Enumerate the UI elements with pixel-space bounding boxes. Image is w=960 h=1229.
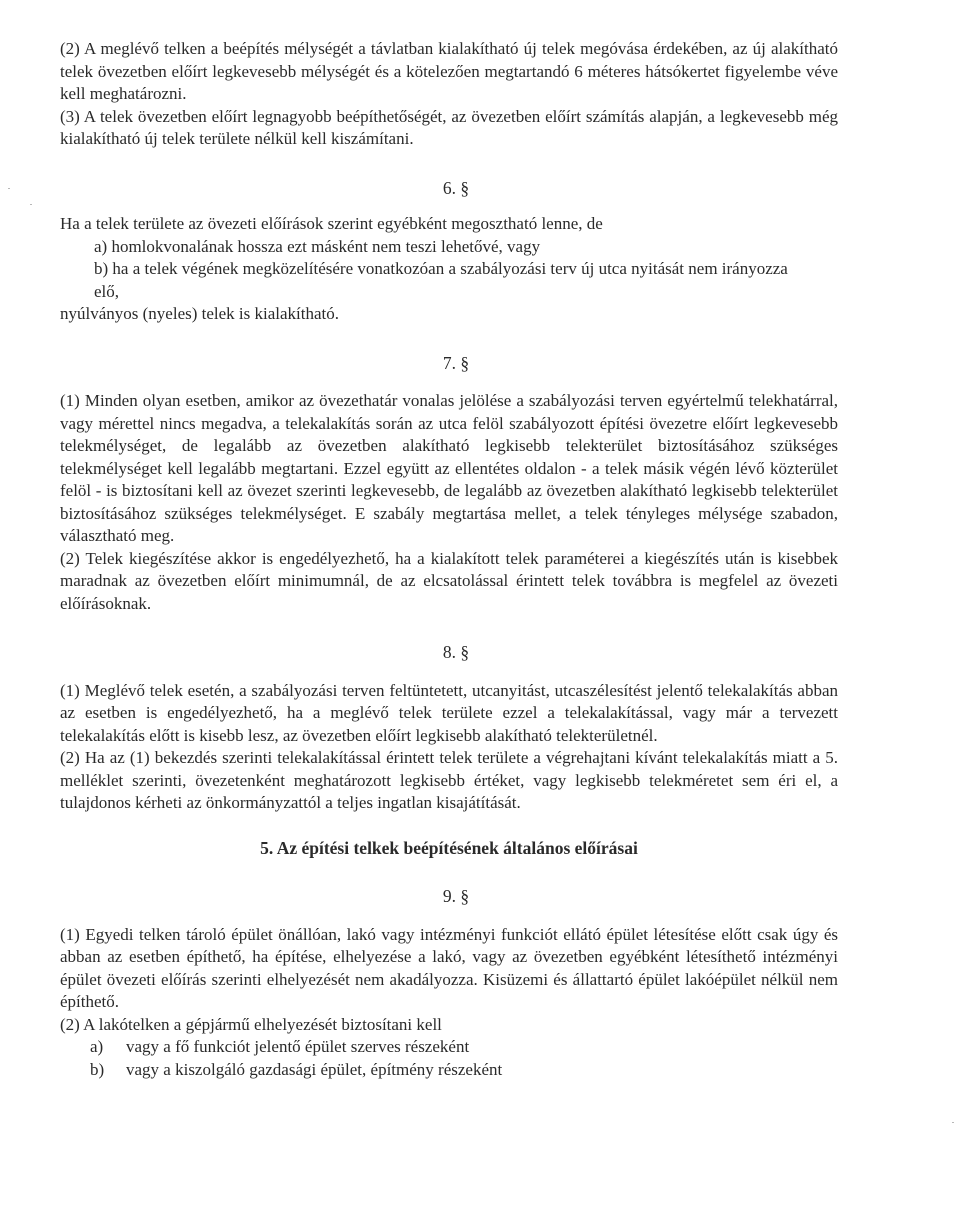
list-text: vagy a kiszolgáló gazdasági épület, építmény részeként [126, 1059, 503, 1079]
scan-speck [952, 1122, 954, 1123]
section-6-intro: Ha a telek területe az övezeti előírások szerint egyébként megosztható lenne, de [60, 214, 603, 233]
list-label: a) [90, 1037, 104, 1056]
section-heading-9: 9. § [442, 886, 470, 906]
section-8-paragraph-1: (1) Meglévő telek esetén, a szabályozási terven feltüntetett, utcanyitást, utcaszélesítést jelentő telekalakítás abban az esetben is engedélyezhető, ha a meglévő telek területe ezzel a telekalakítással, vagy már a tervezett telekalakítás előtt is kisebb lesz, az övezetben előírt legkisebb alakítható telekterületnél. [60, 680, 838, 745]
section-9-paragraph-1: (1) Egyedi telken tároló épület önállóan, lakó vagy intézményi funkciót ellátó épület létesítése előtt csak úgy és abban az esetben építhető, ha építése, elhelyezése a lakó, vagy az övezetben egyébként létesíthető intézményi épület övezeti előírás szerinti elhelyezését nem akadályozza. Kisüzemi és állattartó épület lakóépület nélkül nem építhető. [60, 924, 838, 1011]
section-7-paragraph-1: (1) Minden olyan esetben, amikor az övezethatár vonalas jelölése a szabályozási terven egyértelmű telekhatárral, vagy mérettel nincs megadva, a telekalakítás során az utca felöl szabályozott építési övezetre előírt legkevesebb telekmélységet, de legalább az övezetben alakítható legkisebb telekterület biztosításához szükséges telekmélységet kell legalább megtartani. Ezzel együtt az ellentétes oldalon - a telek másik végén lévő közterület felöl - is biztosítani kell az övezet szerinti legkevesebb, de legalább az övezetben alakítható legkisebb telekterület biztosításához szükséges telekmélységet. E szabály megtartása mellet, a telek tényleges mélysége szabadon, választható meg. [60, 391, 838, 545]
scan-speck [30, 204, 32, 205]
section-6-item-a: a) homlokvonalának hossza ezt másként nem teszi lehetővé, vagy [94, 236, 541, 256]
section-6-item-b: b) ha a telek végének megközelítésére vonatkozóan a szabályozási terv új utca nyitását nem irányozza elő, [94, 259, 788, 301]
section-9-item-a [60, 1036, 838, 1059]
section-7-paragraph-2: (2) Telek kiegészítése akkor is engedélyezhető, ha a kialakított telek paraméterei a kiegészítés után is kisebbek maradnak az övezetben előírt minimumnál, de az elcsatolással érintett telek továbbra is megfelel az övezeti előírásoknak. [60, 548, 838, 613]
section-heading-8: 8. § [442, 642, 470, 662]
list-label: b) [90, 1059, 105, 1079]
paragraph-2: (2) A meglévő telken a beépítés mélységét a távlatban kialakítható új telek megóvása érdekében, az új alakítható telek övezetben előírt legkevesebb mélységét és a kötelezően megtartandó 6 méteres hátsókertet figyelembe véve kell meghatározni. [60, 39, 838, 103]
list-text: vagy a fő funkciót jelentő épület szerves részeként [126, 1037, 470, 1056]
section-heading-7: 7. § [442, 352, 470, 373]
paragraph-3: (3) A telek övezetben előírt legnagyobb beépíthetőségét, az övezetben előírt számítás alapján, a legkevesebb még kialakítható új telek területe nélkül kell kiszámítani. [60, 106, 838, 148]
document-page [60, 38, 838, 1081]
section-heading-6: 6. § [442, 177, 470, 198]
section-9-item-b [60, 1059, 838, 1082]
scan-speck [8, 188, 10, 189]
section-6-outro: nyúlványos (nyeles) telek is kialakítható. [60, 304, 340, 323]
chapter-title: 5. Az építési telkek beépítésének általános előírásai [260, 837, 638, 858]
section-9-paragraph-2: (2) A lakótelken a gépjármű elhelyezését biztosítani kell [60, 1014, 442, 1034]
section-8-paragraph-2: (2) Ha az (1) bekezdés szerinti telekalakítással érintett telek területe a végrehajtani kívánt telekalakítás miatt a 5. melléklet szerinti, övezetenként meghatározott legkisebb értéket, vagy legkisebb telekméretet sem éri el, a tulajdonos kérheti az önkormányzattól a teljes ingatlan kisajátítását. [60, 748, 838, 812]
